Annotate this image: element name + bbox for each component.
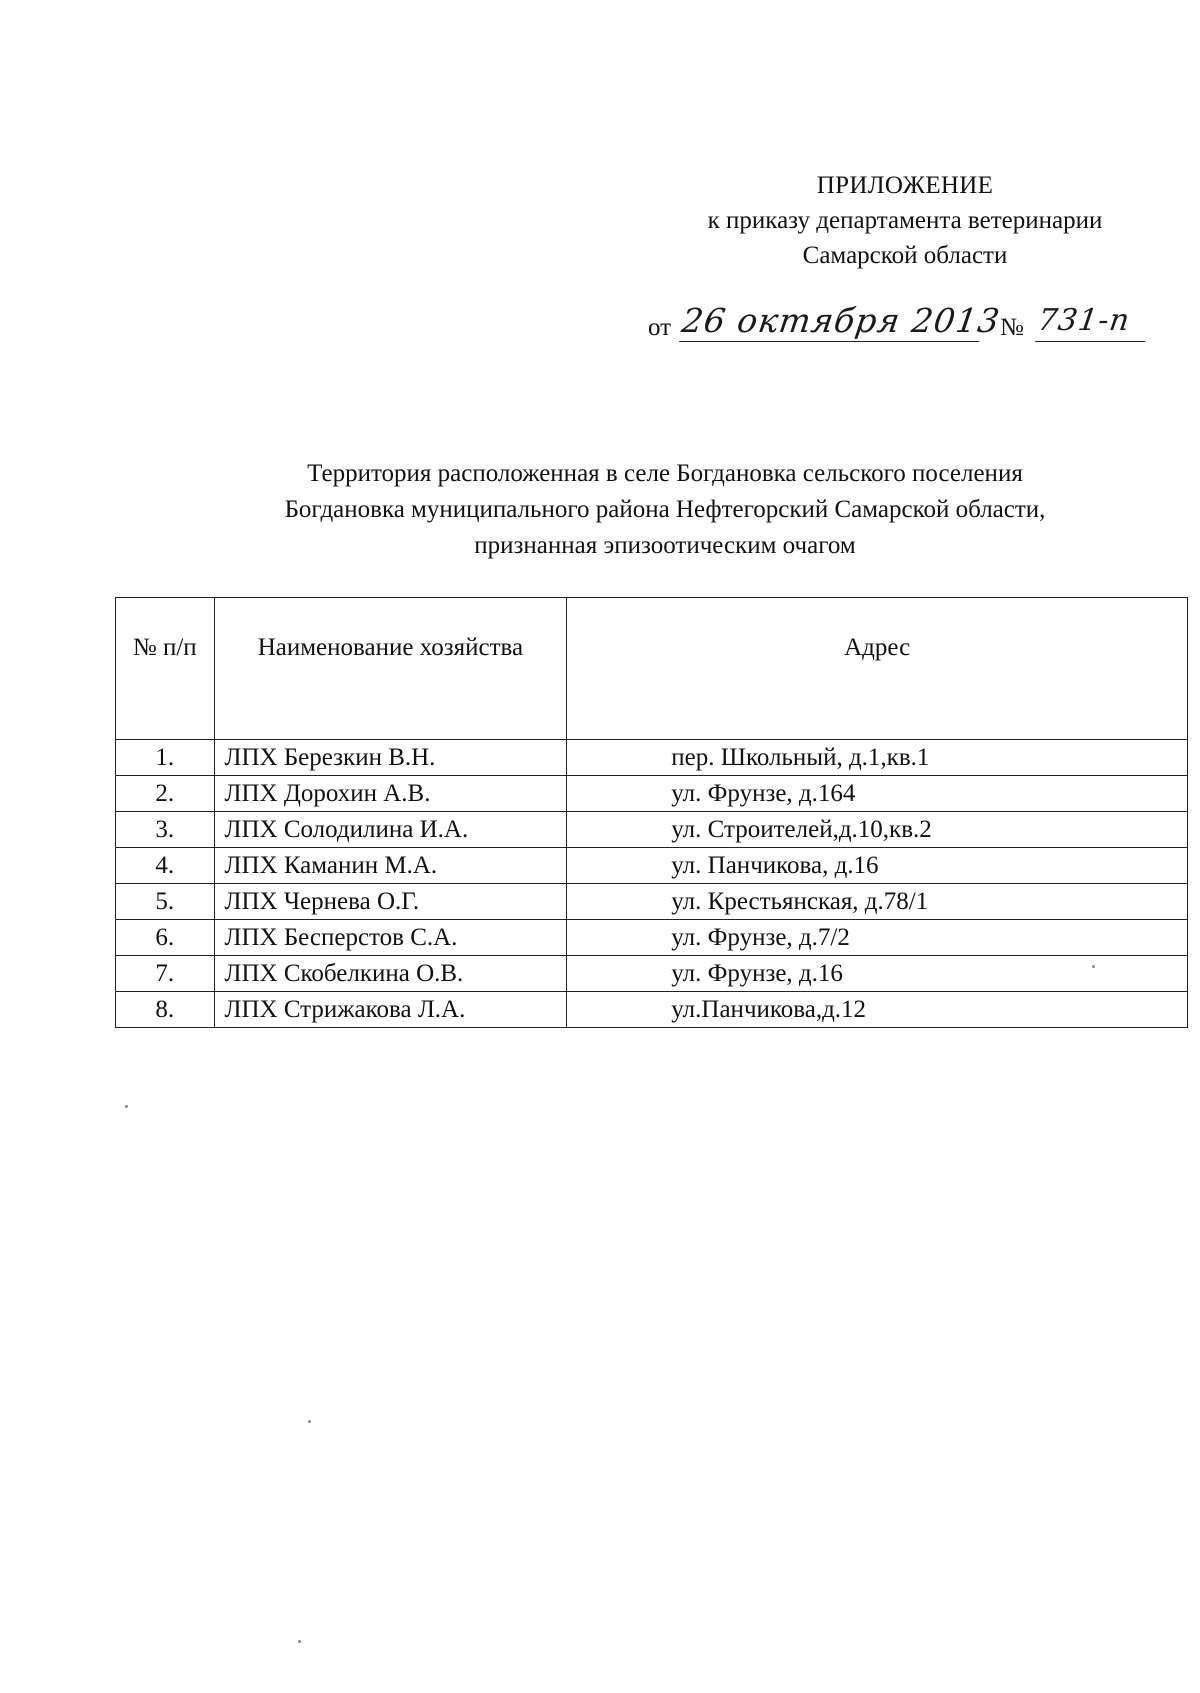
table-row: [116, 812, 1188, 848]
scan-speck: [125, 1105, 128, 1108]
row-address: ул. Панчикова, д.16: [567, 848, 1188, 884]
order-date-prefix: от: [648, 314, 672, 341]
row-address: ул. Фрунзе, д.164: [567, 776, 1188, 812]
heading-line-1: Территория расположенная в селе Богдановка сельского поселения: [307, 460, 1023, 487]
scan-speck: [1092, 965, 1095, 968]
row-farm-name: ЛПХ Дорохин А.В.: [214, 776, 567, 812]
appendix-title: ПРИЛОЖЕНИЕ: [816, 172, 994, 199]
header-farm-name: Наименование хозяйства: [214, 598, 567, 740]
row-farm-name: ЛПХ Стрижакова Л.А.: [214, 992, 567, 1028]
row-farm-name: ЛПХ Солодилина И.А.: [214, 812, 567, 848]
row-farm-name: ЛПХ Бесперстов С.А.: [214, 920, 567, 956]
row-address: ул. Фрунзе, д.16: [567, 956, 1188, 992]
row-number: 7.: [116, 956, 215, 992]
table-row: [116, 740, 1188, 776]
order-number-handwritten: 731-п: [1035, 301, 1151, 342]
row-farm-name: ЛПХ Чернева О.Г.: [214, 884, 567, 920]
order-reference: [648, 300, 1168, 350]
row-number: 4.: [116, 848, 215, 884]
header-address: Адрес: [567, 598, 1188, 740]
row-farm-name: ЛПХ Каманин М.А.: [214, 848, 567, 884]
scan-speck: [308, 1420, 311, 1423]
document-heading: [150, 456, 1180, 564]
table-header: [116, 598, 1188, 740]
row-farm-name: ЛПХ Скобелкина О.В.: [214, 956, 567, 992]
scan-speck: [298, 1640, 301, 1643]
table-row: [116, 920, 1188, 956]
table-row: [116, 956, 1188, 992]
order-date-handwritten: 26 октября 2013: [679, 301, 1003, 340]
row-address: ул.Панчикова,д.12: [567, 992, 1188, 1028]
table-body: [116, 740, 1188, 1028]
table-row: [116, 884, 1188, 920]
heading-line-3: признанная эпизоотическим очагом: [474, 532, 856, 559]
header-number: № п/п: [116, 598, 215, 740]
row-number: 8.: [116, 992, 215, 1028]
row-address: ул. Крестьянская, д.78/1: [567, 884, 1188, 920]
row-address: пер. Школьный, д.1,кв.1: [567, 740, 1188, 776]
farms-table: [115, 597, 1188, 1028]
table-row: [116, 848, 1188, 884]
order-number-sign: №: [1000, 314, 1024, 341]
table-row: [116, 776, 1188, 812]
row-number: 6.: [116, 920, 215, 956]
row-number: 3.: [116, 812, 215, 848]
table-row: [116, 992, 1188, 1028]
row-number: 2.: [116, 776, 215, 812]
table-header-row: [116, 598, 1188, 740]
appendix-header: [640, 168, 1170, 273]
heading-line-2: Богдановка муниципального района Нефтегорский Самарской области,: [284, 496, 1046, 523]
row-address: ул. Строителей,д.10,кв.2: [567, 812, 1188, 848]
row-number: 5.: [116, 884, 215, 920]
row-number: 1.: [116, 740, 215, 776]
row-farm-name: ЛПХ Березкин В.Н.: [214, 740, 567, 776]
appendix-line-order: к приказу департамента ветеринарии: [707, 207, 1103, 234]
appendix-line-region: Самарской области: [802, 242, 1008, 269]
row-address: ул. Фрунзе, д.7/2: [567, 920, 1188, 956]
